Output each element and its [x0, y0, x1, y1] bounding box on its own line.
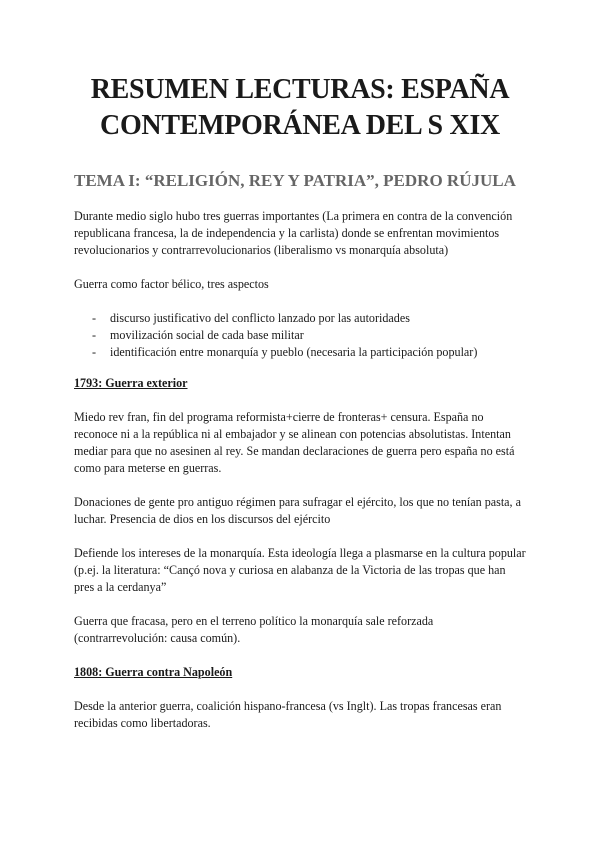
title-line-2: CONTEMPORÁNEA DEL S XIX [100, 110, 500, 141]
list-item [92, 310, 526, 327]
topic-subtitle: TEMA I: “RELIGIÓN, REY Y PATRIA”, PEDRO RÚJULA [74, 171, 516, 190]
title-line-1: RESUMEN LECTURAS: ESPAÑA [90, 74, 510, 105]
list-marker: - [92, 345, 97, 359]
section-heading-1793: 1793: Guerra exterior [74, 376, 188, 390]
list-item-text: movilización social de cada base militar [110, 328, 304, 342]
list-marker: - [92, 328, 97, 342]
section-heading-1808: 1808: Guerra contra Napoleón [74, 665, 233, 679]
aspects-list [74, 310, 526, 361]
section1-paragraph-3: Defiende los intereses de la monarquía. Esta ideología llega a plasmarse en la cultura popular (p.ej. la literatura: “Cançó nova y curiosa en alabanza de la Victoria de las tropas que han pres a la cerdanya” [74, 546, 526, 594]
document-title [74, 72, 526, 144]
intro-paragraph: Durante medio siglo hubo tres guerras importantes (La primera en contra de la convención republicana francesa, la de independencia y la carlista) donde se enfrentan movimientos revolucionarios y contrarrevolucionarios (liberalismo vs monarquía absoluta) [74, 209, 513, 257]
list-item [92, 327, 526, 344]
section2-paragraph-1: Desde la anterior guerra, coalición hispano-francesa (vs Inglt). Las tropas francesas eran recibidas como libertadoras. [74, 699, 502, 730]
aspects-intro: Guerra como factor bélico, tres aspectos [74, 277, 269, 291]
section1-paragraph-1: Miedo rev fran, fin del programa reformista+cierre de fronteras+ censura. España no reconoce ni a la república ni al embajador y se alinean con potencias absolutistas. Intentan mediar para que no asesinen al rey. Se mandan declaraciones de guerra pero españa no está como para meterse en guerras. [74, 410, 515, 475]
list-item [92, 344, 526, 361]
section1-paragraph-4: Guerra que fracasa, pero en el terreno político la monarquía sale reforzada (contrarrevolución: causa común). [74, 614, 434, 645]
list-item-text: discurso justificativo del conflicto lanzado por las autoridades [110, 311, 410, 325]
list-item-text: identificación entre monarquía y pueblo (necesaria la participación popular) [110, 345, 478, 359]
section1-paragraph-2: Donaciones de gente pro antiguo régimen para sufragar el ejército, los que no tenían pasta, a luchar. Presencia de dios en los discursos del ejército [74, 495, 521, 526]
list-marker: - [92, 311, 97, 325]
